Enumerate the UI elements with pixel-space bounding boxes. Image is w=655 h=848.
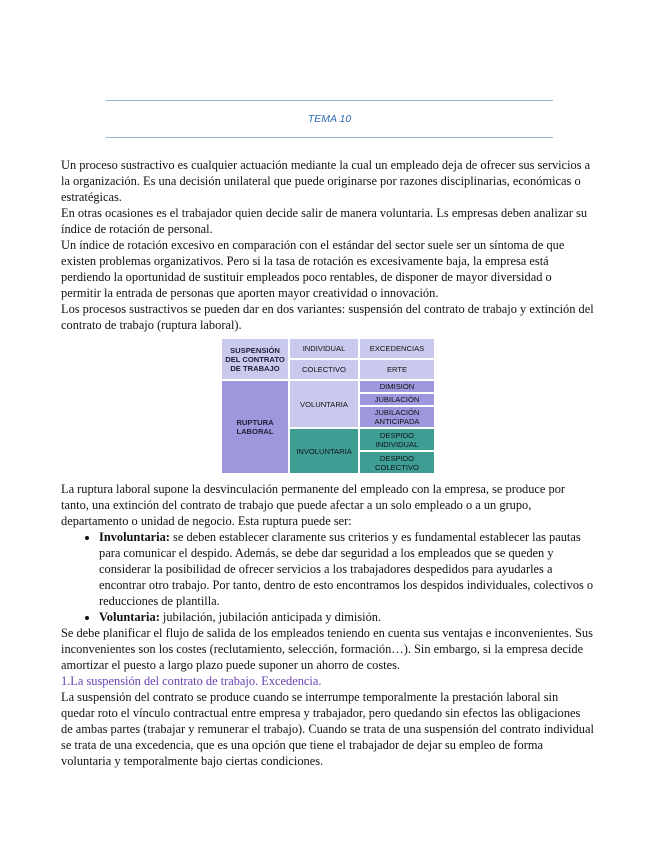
diagram-involuntaria-cell: INVOLUNTARIA <box>290 429 358 473</box>
diagram-jubilacion-cell: JUBILACIÓN <box>360 394 434 405</box>
diagram-dimision-cell: DIMISIÓN <box>360 381 434 392</box>
list-item-term: Voluntaria: <box>99 610 160 624</box>
paragraph-suspension: La suspensión del contrato se produce cuando se interrumpe temporalmente la prestación laboral sin quedar roto el vínculo contractual entre empresa y trabajador, pero quedando sin efectos las obligaciones de ambas partes (trabajar y remunerar el trabajo). Cuando se trata de una suspensión del contrato individual se trata de una excedencia, que es una opción que tiene el trabajador de dejar su empleo de forma voluntaria y temporalmente bajo ciertas condiciones. <box>61 690 594 768</box>
list-item-text: jubilación, jubilación anticipada y dimisión. <box>159 610 382 624</box>
diagram-voluntaria-cell: VOLUNTARIA <box>290 381 358 427</box>
section-heading-suspension: 1.La suspensión del contrato de trabajo. Excedencia. <box>61 674 322 688</box>
diagram-excedencias-cell: EXCEDENCIAS <box>360 339 434 358</box>
document-body <box>61 157 594 769</box>
diagram-individual-cell: INDIVIDUAL <box>290 339 358 358</box>
paragraph-ruptura-laboral: La ruptura laboral supone la desvinculación permanente del empleado con la empresa, se produce por tanto, una extinción del contrato de trabajo que puede afectar a un solo empleado o a un grupo, departamento o unidad de negocio. Esta ruptura puede ser: <box>61 482 566 528</box>
page-header-title: TEMA 10 <box>307 113 352 125</box>
list-item-term: Involuntaria: <box>99 530 170 544</box>
header-bottom-rule <box>106 137 553 138</box>
list-item-involuntaria <box>99 529 594 609</box>
rupture-types-list <box>61 529 594 625</box>
diagram-ruptura-cell: RUPTURA LABORAL <box>222 381 288 473</box>
list-item-voluntaria <box>99 609 594 625</box>
paragraph-definition: Un proceso sustractivo es cualquier actuación mediante la cual un empleado deja de ofrecer sus servicios a la organización. Es una decisión unilateral que puede originarse por razones disciplinarias, económicas o estratégicas. <box>61 158 591 204</box>
paragraph-planning: Se debe planificar el flujo de salida de los empleados teniendo en cuenta sus ventajas e inconvenientes. Sus inconvenientes son los costes (reclutamiento, selección, formación…). Sin embargo, si la empresa decide amortizar el puesto a largo plazo puede suponer un ahorro de costes. <box>61 626 593 672</box>
diagram-erte-cell: ERTE <box>360 360 434 379</box>
list-item-text: se deben establecer claramente sus criterios y es fundamental establecer las pautas para comunicar el despido. Además, se debe dar seguridad a los empleados que se queden y considerar la posibilidad de ofrecer servicios a los trabajadores despedidos para ayudarles a encontrar otro trabajo. Por tanto, dentro de esto encontramos los despidos individuales, colectivos o reducciones de plantilla. <box>99 530 594 608</box>
diagram-jubilacion-anticipada-cell: JUBILACIÓN ANTICIPADA <box>360 407 434 427</box>
diagram-colectivo-cell: COLECTIVO <box>290 360 358 379</box>
header-top-rule <box>106 100 553 101</box>
subtractive-process-diagram <box>220 337 436 475</box>
paragraph-variants: Los procesos sustractivos se pueden dar en dos variantes: suspensión del contrato de trabajo y extinción del contrato de trabajo (ruptura laboral). <box>61 302 594 332</box>
paragraph-rotation-index: Un índice de rotación excesivo en comparación con el estándar del sector suele ser un síntoma de que existen problemas organizativos. Pero si la tasa de rotación es excesivamente baja, la empresa está perdiendo la oportunidad de sustituir empleados poco rentables, de disponer de mayor diversidad o permitir la entrada de personas que aporten mayor creatividad o innovación. <box>61 238 565 300</box>
diagram-despido-colectivo-cell: DESPIDO COLECTIVO <box>360 452 434 473</box>
diagram-despido-individual-cell: DESPIDO INDIVIDUAL <box>360 429 434 450</box>
paragraph-voluntary-exit: En otras ocasiones es el trabajador quien decide salir de manera voluntaria. Ls empresas deben analizar su índice de rotación de personal. <box>61 206 588 236</box>
diagram-suspension-cell: SUSPENSIÓN DEL CONTRATO DE TRABAJO <box>222 339 288 379</box>
